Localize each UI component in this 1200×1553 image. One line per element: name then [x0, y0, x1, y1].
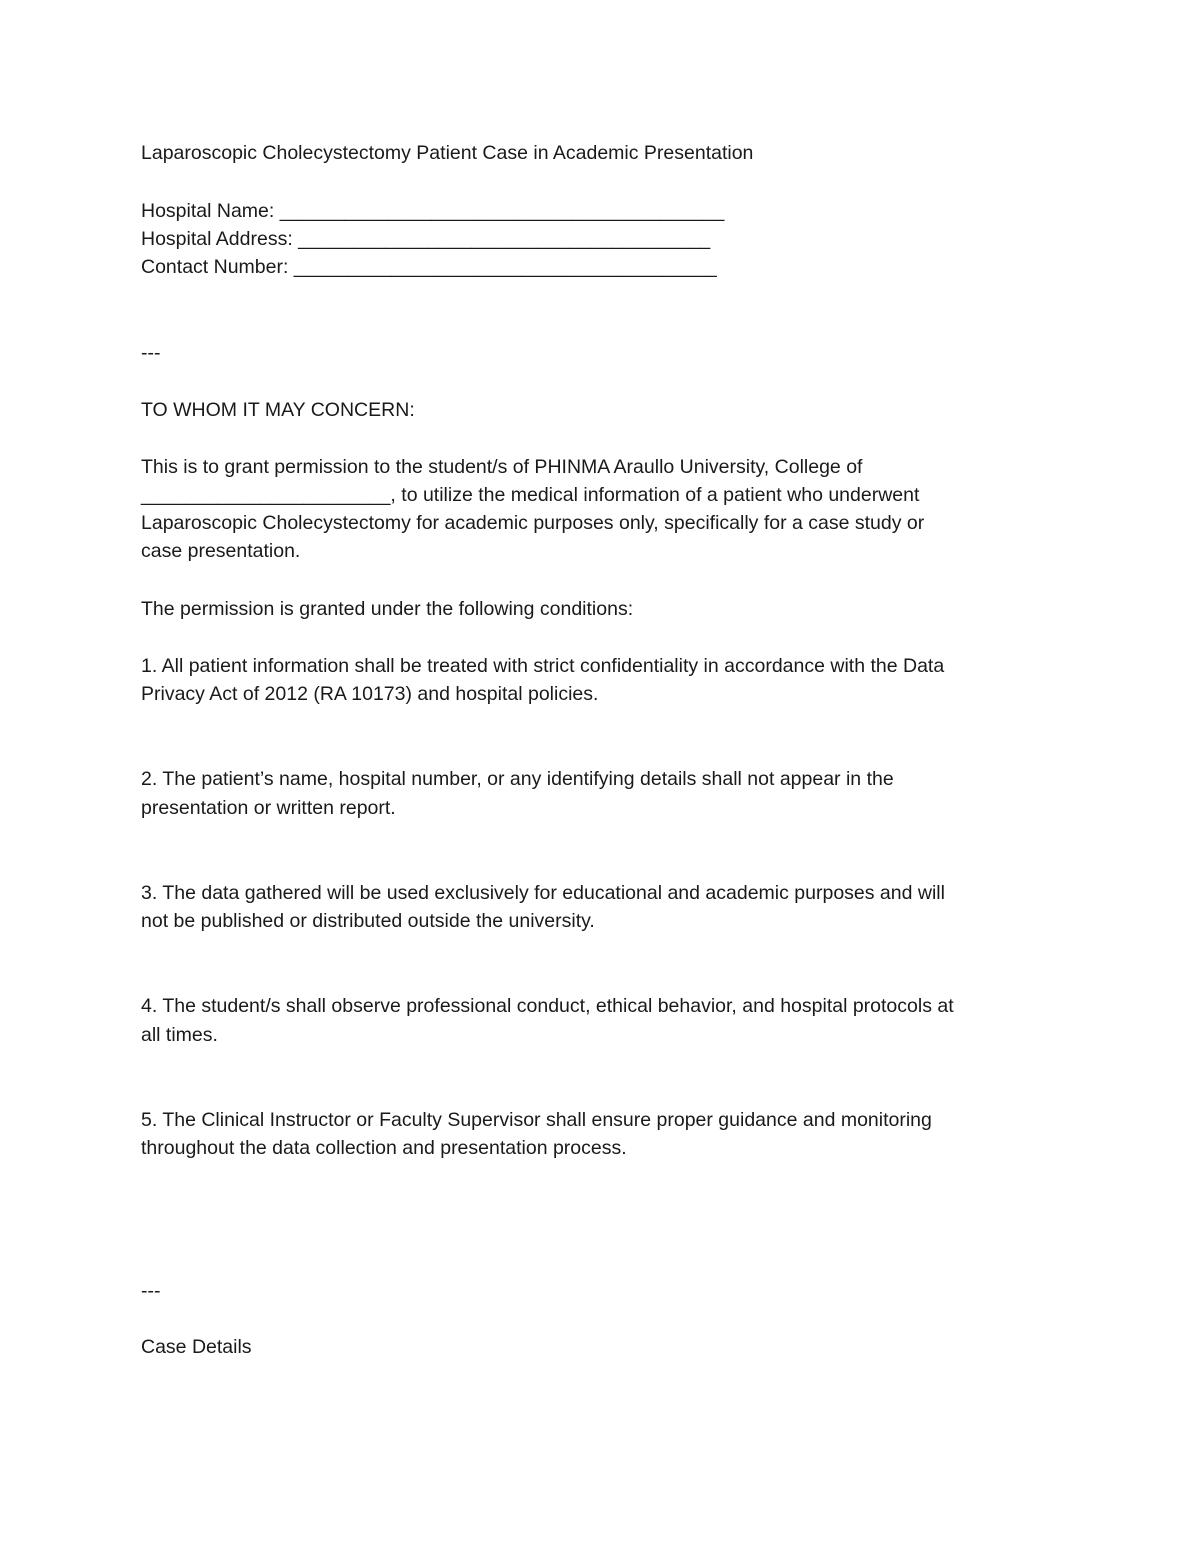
condition-line: 5. The Clinical Instructor or Faculty Supervisor shall ensure proper guidance and monitoring [141, 1109, 932, 1131]
condition-line: 3. The data gathered will be used exclusively for educational and academic purposes and will [141, 882, 945, 904]
case-details-heading: Case Details [141, 1336, 252, 1358]
hospital-name-field: Hospital Name: _________________________________________ [141, 200, 725, 222]
intro-line: _______________________, to utilize the medical information of a patient who underwent [141, 484, 920, 506]
separator: --- [141, 342, 161, 364]
condition-line: Privacy Act of 2012 (RA 10173) and hospital policies. [141, 683, 599, 705]
hospital-address-field: Hospital Address: ______________________________________ [141, 228, 711, 250]
salutation: TO WHOM IT MAY CONCERN: [141, 399, 415, 421]
intro-line: This is to grant permission to the student/s of PHINMA Araullo University, College of [141, 456, 863, 478]
intro-line: Laparoscopic Cholecystectomy for academic purposes only, specifically for a case study or [141, 512, 925, 534]
separator: --- [141, 1280, 161, 1302]
condition-line: 4. The student/s shall observe professional conduct, ethical behavior, and hospital protocols at [141, 995, 954, 1017]
condition-line: 1. All patient information shall be treated with strict confidentiality in accordance with the Data [141, 655, 945, 677]
document-title: Laparoscopic Cholecystectomy Patient Case in Academic Presentation [141, 142, 754, 164]
contact-number-field: Contact Number: _______________________________________ [141, 256, 717, 278]
conditions-heading: The permission is granted under the following conditions: [141, 598, 634, 620]
condition-line: all times. [141, 1024, 218, 1046]
condition-line: presentation or written report. [141, 797, 396, 819]
condition-line: throughout the data collection and presentation process. [141, 1137, 627, 1159]
condition-line: 2. The patient’s name, hospital number, or any identifying details shall not appear in the [141, 768, 894, 790]
condition-line: not be published or distributed outside the university. [141, 910, 595, 932]
intro-line: case presentation. [141, 540, 301, 562]
